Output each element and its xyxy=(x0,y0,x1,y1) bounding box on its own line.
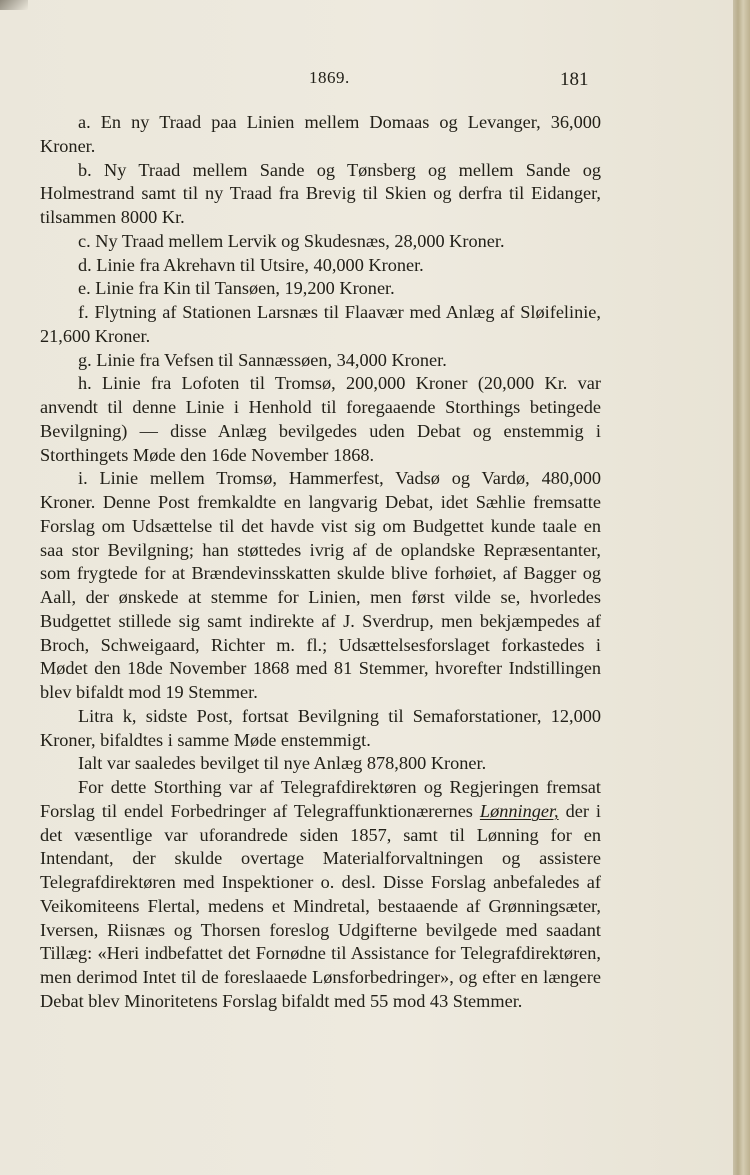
paragraph-item-h: h. Linie fra Lofoten til Tromsø, 200,000 Kroner (20,000 Kr. var anvendt til denne Linie i Henhold til foregaaende Storthings betingede Bevilgning) — disse Anlæg bevilgedes uden Debat og enstemmig i Storthingets Møde den 16de November 1868. xyxy=(40,373,601,465)
corner-shadow xyxy=(0,0,28,10)
salaries-italic-word: Lønninger, xyxy=(479,800,559,821)
running-head xyxy=(0,68,733,92)
salaries-text-start: For dette Storthing var af Telegrafdirektøren og Regjeringen fremsat Forslag til endel Forbedringer af Telegraffunktionærernes xyxy=(40,777,601,821)
paragraph-item-f: f. Flytning af Stationen Larsnæs til Flaavær med Anlæg af Sløifelinie, 21,600 Kroner. xyxy=(40,302,601,346)
paragraph-item-g: g. Linie fra Vefsen til Sannæssøen, 34,000 Kroner. xyxy=(78,349,447,370)
running-head-year: 1869. xyxy=(309,68,350,87)
paragraph-salaries xyxy=(40,776,601,1014)
page-edge xyxy=(733,0,750,1175)
paragraph-item-b: b. Ny Traad mellem Sande og Tønsberg og mellem Sande og Holmestrand samt til ny Traad fra Brevig til Skien og derfra til Eidanger, tilsammen 8000 Kr. xyxy=(40,159,601,227)
paragraph-item-d: d. Linie fra Akrehavn til Utsire, 40,000 Kroner. xyxy=(78,254,424,275)
paragraph-total: Ialt var saaledes bevilget til nye Anlæg 878,800 Kroner. xyxy=(78,753,487,774)
page-number: 181 xyxy=(560,69,589,90)
paragraph-item-i: i. Linie mellem Tromsø, Hammerfest, Vadsø og Vardø, 480,000 Kroner. Denne Post fremkaldte en langvarig Debat, idet Sæhlie fremsatte Forslag om Udsættelse til det havde vist sig om Budgettet kunde taale en saa stor Bevilgning; han støttedes ivrig af de oplandske Repræsentanter, som frygtede for at Brændevinsskatten skulde blive forhøiet, af Bagger og Aall, der ønskede at stemme for Linien, men først vilde se, hvorledes Budgettet stillede sig samt indirekte af J. Sverdrup, men bekjæmpedes af Broch, Schweigaard, Richter m. fl.; Udsættelsesforslaget forkastedes i Mødet den 18de November 1868 med 81 Stemmer, hvorefter Indstillingen blev bifaldt mod 19 Stemmer. xyxy=(40,468,601,702)
paragraph-item-k: Litra k, sidste Post, fortsat Bevilgning til Semaforstationer, 12,000 Kroner, bifaldtes i samme Møde enstemmigt. xyxy=(40,705,601,750)
body-text xyxy=(40,111,601,1014)
paragraph-item-c: c. Ny Traad mellem Lervik og Skudesnæs, 28,000 Kroner. xyxy=(78,230,505,251)
salaries-text-end: der i det væsentlige var uforandrede siden 1857, samt til Lønning for en Intendant, der skulde overtage Materialforvaltningen og assistere Telegrafdirektøren med Inspektioner o. desl. Disse Forslag anbefaledes af Veikomiteens Flertal, medens et Mindretal, bestaaende af Grønningsæter, Iversen, Riisnæs og Thorsen foreslog Udgifterne bevilgede med saadant Tillæg: «Heri indbefattet det Fornødne til Assistance for Telegrafdirektøren, men derimod Intet til de foreslaaede Lønsforbedringer», og efter en længere Debat blev Minoritetens Forslag bifaldt med 55 mod 43 Stemmer. xyxy=(40,800,601,1011)
paragraph-item-e: e. Linie fra Kin til Tansøen, 19,200 Kroner. xyxy=(78,278,395,299)
paragraph-item-a: a. En ny Traad paa Linien mellem Domaas og Levanger, 36,000 Kroner. xyxy=(40,112,601,156)
